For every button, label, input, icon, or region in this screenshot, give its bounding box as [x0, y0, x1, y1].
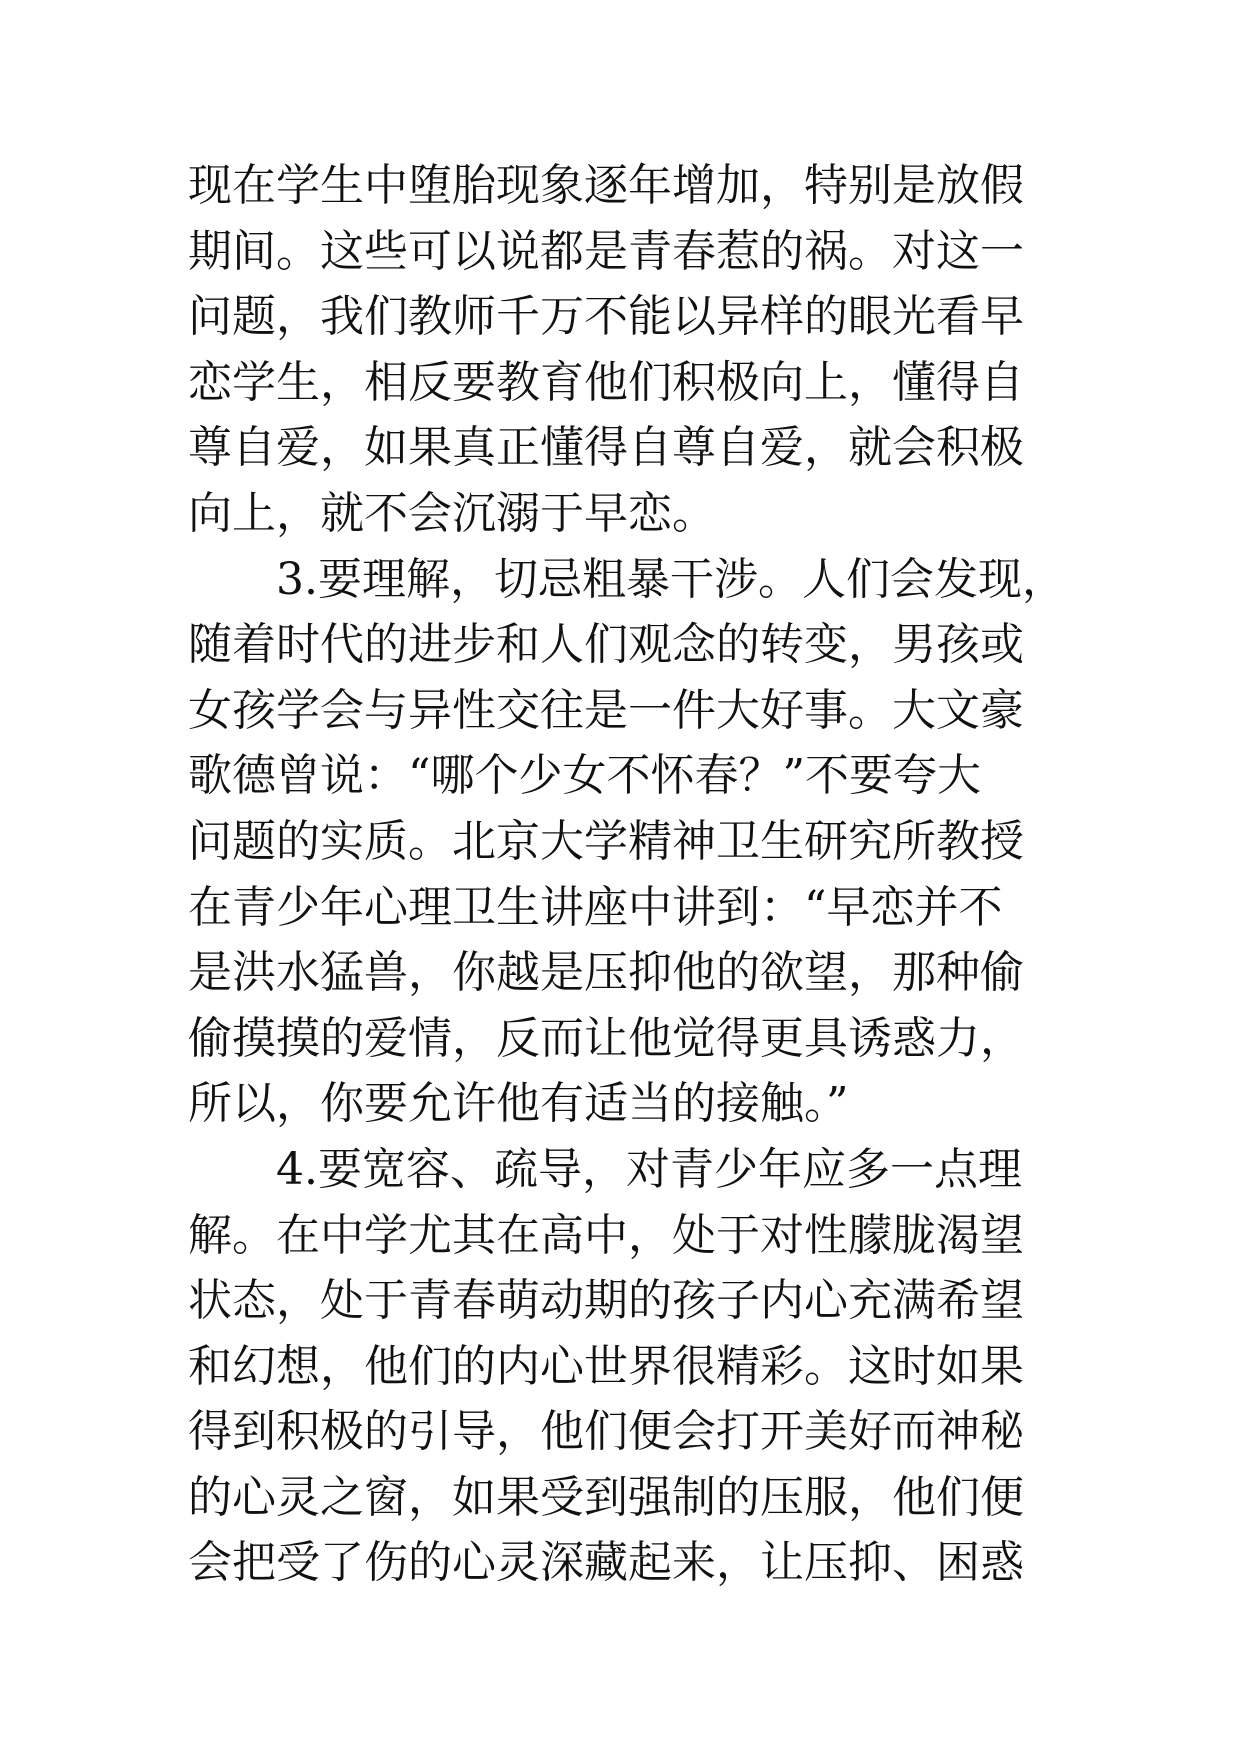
text-line: 歌德曾说：“哪个少女不怀春？”不要夸大 [188, 750, 981, 802]
text-line: 所以，你要允许他有适当的接触。” [188, 1078, 849, 1130]
text-line: 的心灵之窗，如果受到强制的压服，他们便 [188, 1471, 1024, 1523]
text-line: 得到积极的引导，他们便会打开美好而神秘 [188, 1406, 1024, 1458]
text-line: 恋学生，相反要教育他们积极向上，懂得自 [188, 356, 1024, 408]
text-line: 问题，我们教师千万不能以异样的眼光看早 [188, 291, 1024, 343]
text-line: 是洪水猛兽，你越是压抑他的欲望，那种偷 [188, 947, 1024, 999]
text-line: 会把受了伤的心灵深藏起来，让压抑、困惑 [188, 1537, 1024, 1589]
text-line: 状态，处于青春萌动期的孩子内心充满希望 [188, 1275, 1024, 1327]
text-line: 问题的实质。北京大学精神卫生研究所教授 [188, 815, 1024, 867]
text-line: 和幻想，他们的内心世界很精彩。这时如果 [188, 1340, 1024, 1392]
text-line: 4.要宽容、疏导，对青少年应多一点理 [276, 1143, 1022, 1195]
text-line: 向上，就不会沉溺于早恋。 [188, 487, 716, 539]
text-line: 期间。这些可以说都是青春惹的祸。对这一 [188, 225, 1024, 277]
text-line: 尊自爱，如果真正懂得自尊自爱，就会积极 [188, 422, 1024, 474]
body-text [188, 153, 1068, 1596]
text-line: 在青少年心理卫生讲座中讲到：“早恋并不 [188, 881, 1003, 933]
text-line: 偷摸摸的爱情，反而让他觉得更具诱惑力， [188, 1012, 1024, 1064]
text-line: 3.要理解，切忌粗暴干涉。人们会发现， [276, 553, 1066, 605]
text-line: 解。在中学尤其在高中，处于对性朦胧渴望 [188, 1209, 1024, 1261]
text-line: 随着时代的进步和人们观念的转变，男孩或 [188, 619, 1024, 671]
text-line: 现在学生中堕胎现象逐年增加，特别是放假 [188, 160, 1024, 211]
text-line: 女孩学会与异性交往是一件大好事。大文豪 [188, 684, 1024, 736]
